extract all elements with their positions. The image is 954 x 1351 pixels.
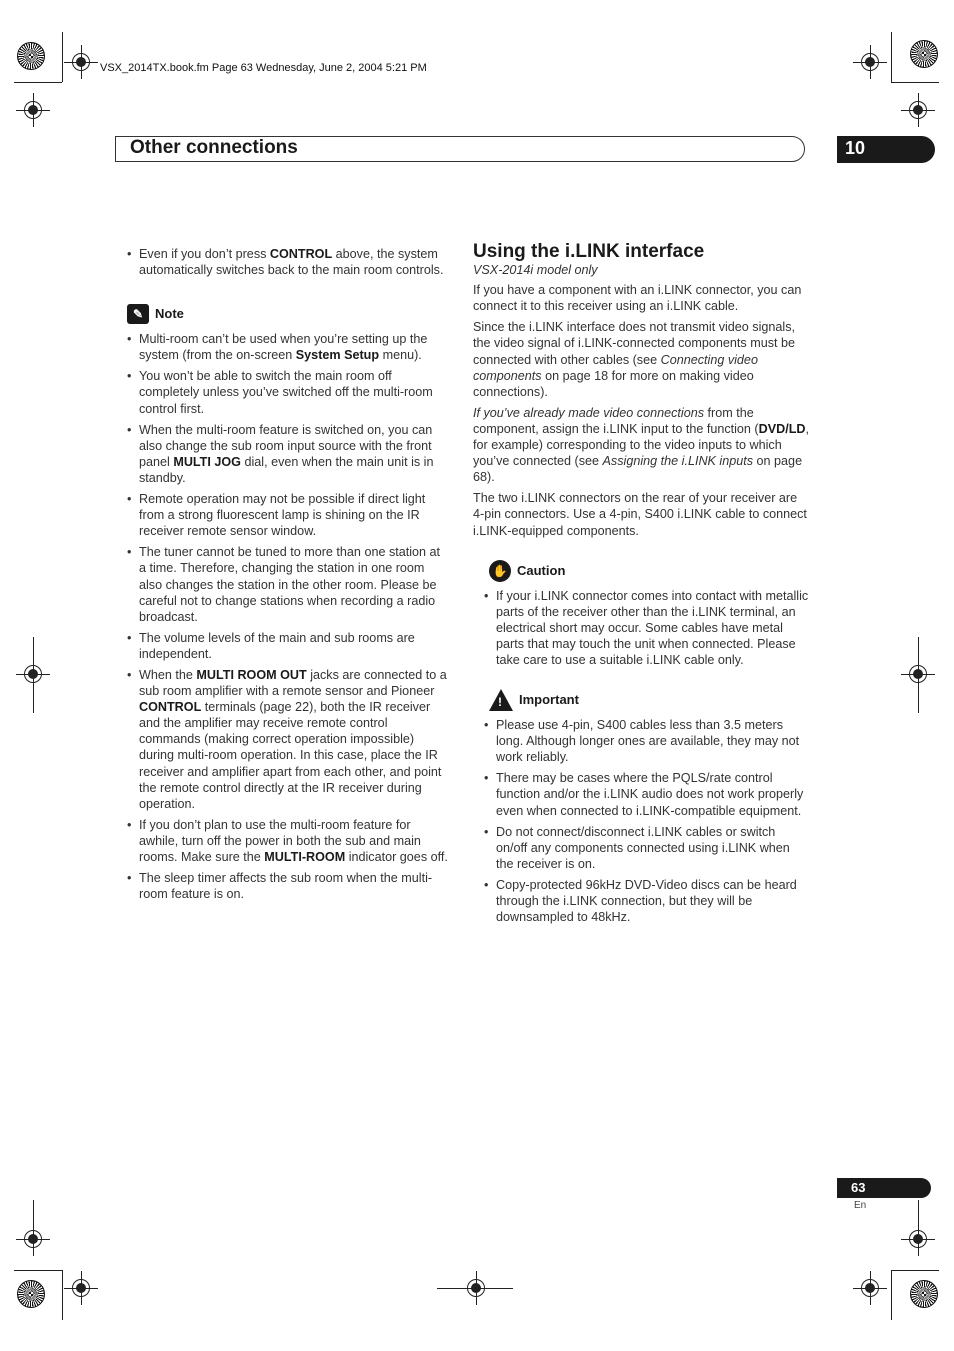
model-note: VSX-2014i model only	[473, 263, 598, 278]
section-heading: Using the i.LINK interface	[473, 241, 705, 262]
trim-line	[62, 1270, 63, 1320]
caution-list	[473, 588, 810, 668]
page-number: 63	[837, 1178, 931, 1198]
caution-heading	[473, 560, 810, 582]
crosshair-mark	[24, 101, 42, 119]
list-item: • Copy-protected 96kHz DVD-Video discs can be heard through the i.LINK connection, but they will be downsampled to 48kHz.	[484, 877, 810, 925]
trim-line	[14, 82, 62, 83]
right-column	[473, 241, 810, 930]
crosshair-mark	[72, 53, 90, 71]
page-language: En	[854, 1200, 867, 1211]
list-item: • The volume levels of the main and sub rooms are independent.	[127, 630, 450, 662]
trim-line	[33, 1200, 34, 1250]
trim-line	[437, 1288, 513, 1289]
list-item: • When the MULTI ROOM OUT jacks are connected to a sub room amplifier with a remote sensor and Pioneer CONTROL terminals (page 22), both the IR receiver and the amplifier may receive remote control commands (making correct operation impossible) during multi-room operation. In this case, place the IR receiver and amplifier apart from each other, and point the remote control directly at the IR receiver during operation.	[127, 667, 450, 812]
note-list	[127, 331, 450, 902]
registration-sunburst-top-right	[910, 40, 938, 68]
registration-sunburst-top-left	[17, 42, 45, 70]
crosshair-mark	[861, 1279, 879, 1297]
important-list	[473, 717, 810, 925]
list-item: • Please use 4-pin, S400 cables less than 3.5 meters long. Although longer ones are available, they may not work reliably.	[484, 717, 810, 765]
note-label: Note	[155, 306, 184, 322]
list-item: • Multi-room can’t be used when you’re setting up the system (from the on-screen System Setup menu).	[127, 331, 450, 363]
note-heading	[127, 303, 450, 325]
trim-line	[891, 32, 892, 82]
trim-line	[918, 1200, 919, 1250]
hand-icon: ✋	[489, 560, 511, 582]
trim-line	[62, 32, 63, 82]
trim-line	[918, 637, 919, 713]
crosshair-mark	[909, 101, 927, 119]
paragraph: If you have a component with an i.LINK connector, you can connect it to this receiver using an i.LINK cable.	[473, 283, 802, 314]
trim-line	[891, 1270, 939, 1271]
list-item: • The sleep timer affects the sub room when the multi-room feature is on.	[127, 870, 450, 902]
trim-line	[891, 82, 939, 83]
bullet-list	[127, 246, 450, 278]
list-item: • You won’t be able to switch the main room off completely unless you’ve switched off the multi-room control first.	[127, 368, 450, 416]
paragraph: If you’ve already made video connections from the component, assign the i.LINK input to the function (DVD/LD, for example) corresponding to the video inputs to which you’ve connected (see Assigning the i.LINK inputs on page 68).	[473, 405, 810, 485]
file-info: VSX_2014TX.book.fm Page 63 Wednesday, June 2, 2004 5:21 PM	[100, 62, 427, 74]
important-label: Important	[519, 692, 579, 708]
caution-label: Caution	[517, 562, 566, 578]
trim-line	[14, 1270, 62, 1271]
list-item: • Do not connect/disconnect i.LINK cables or switch on/off any components connected using i.LINK when the receiver is on.	[484, 824, 810, 872]
crosshair-mark	[72, 1279, 90, 1297]
chapter-number: 10	[837, 136, 935, 163]
list-item: • The tuner cannot be tuned to more than one station at a time. Therefore, changing the station in one room also changes the station in the other room. Please be careful not to change stations when recording a radio broadcast.	[127, 544, 450, 624]
paragraph: Since the i.LINK interface does not transmit video signals, the video signal of i.LINK-connected components must be connected with other cables (see Connecting video components on page 18 for more on making video connections).	[473, 320, 796, 399]
list-item: • When the multi-room feature is switched on, you can also change the sub room input source with the front panel MULTI JOG dial, even when the main unit is in standby.	[127, 422, 450, 486]
list-item: • There may be cases where the PQLS/rate control function and/or the i.LINK audio does not work properly even when connected to i.LINK-compatible equipment.	[484, 770, 810, 818]
pencil-icon: ✎	[127, 304, 149, 324]
trim-line	[33, 637, 34, 713]
important-heading	[473, 689, 810, 711]
list-item: • Even if you don’t press CONTROL above, the system automatically switches back to the main room controls.	[127, 246, 450, 278]
registration-sunburst-bottom-left	[17, 1280, 45, 1308]
left-column	[127, 246, 450, 907]
exclamation-icon: !	[489, 689, 513, 711]
crosshair-mark	[861, 53, 879, 71]
list-item: • Remote operation may not be possible if direct light from a strong fluorescent lamp is shining on the IR receiver remote sensor window.	[127, 491, 450, 539]
trim-line	[891, 1270, 892, 1320]
chapter-title: Other connections	[130, 137, 298, 158]
list-item: • If your i.LINK connector comes into contact with metallic parts of the receiver other than the i.LINK terminal, an electrical short may occur. Some cables have metal parts that may touch the unit when connected. Please take care to use a suitable i.LINK cable only.	[484, 588, 810, 668]
list-item: • If you don’t plan to use the multi-room feature for awhile, turn off the power in both the sub and main rooms. Make sure the MULTI-ROOM indicator goes off.	[127, 817, 450, 865]
paragraph: The two i.LINK connectors on the rear of your receiver are 4-pin connectors. Use a 4-pin, S400 i.LINK cable to connect i.LINK-equipped components.	[473, 491, 807, 538]
registration-sunburst-bottom-right	[910, 1280, 938, 1308]
